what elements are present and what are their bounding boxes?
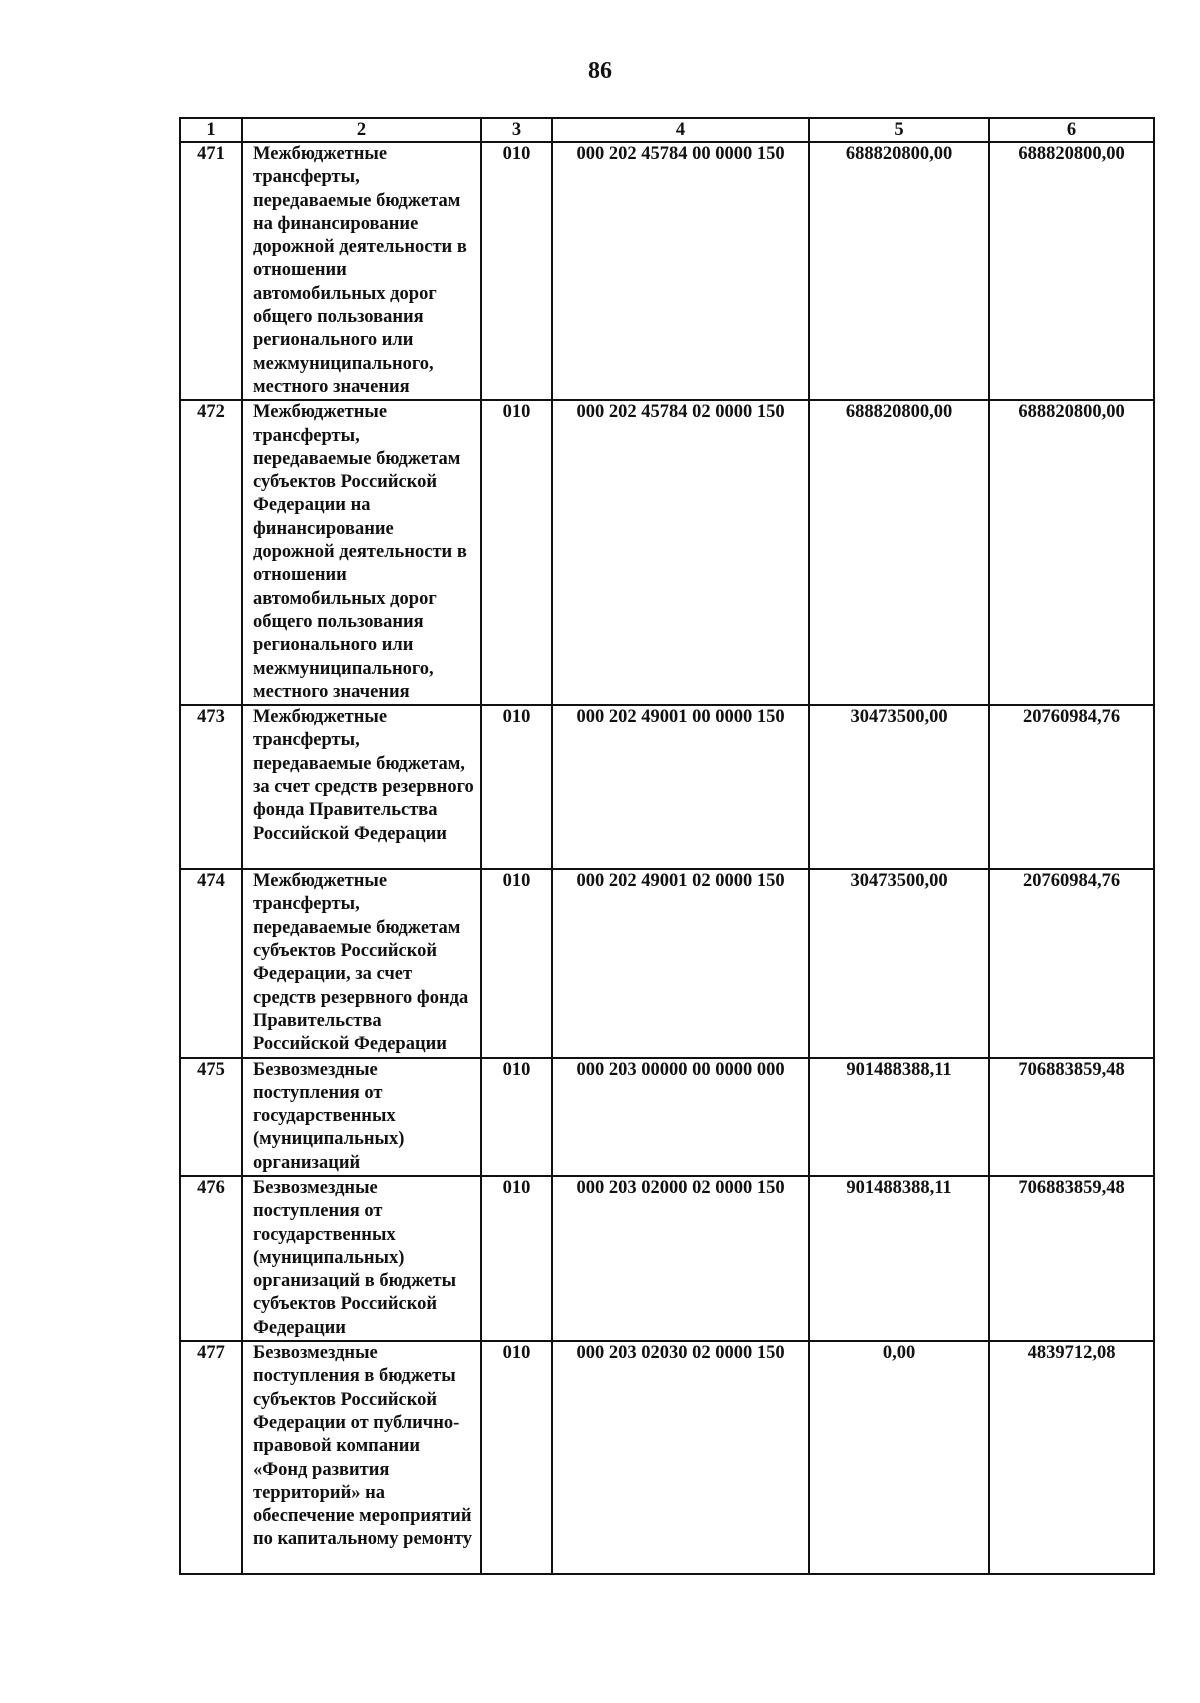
table-row (180, 1341, 1154, 1574)
row-number: 472 (180, 400, 242, 705)
row-actual-amount: 20760984,76 (989, 869, 1154, 1057)
row-admin-code: 010 (481, 1341, 552, 1574)
row-admin-code: 010 (481, 142, 552, 400)
row-kbk-code: 000 203 02000 02 0000 150 (552, 1176, 809, 1341)
row-number: 471 (180, 142, 242, 400)
row-description: Безвозмездные поступления в бюджеты субъектов Российской Федерации от публичнo-правовой компании «Фонд развития территорий» на обеспечение мероприятий по капитальному ремонту (242, 1341, 481, 1574)
table-row (180, 142, 1154, 400)
row-plan-amount: 30473500,00 (809, 705, 989, 869)
row-description: Межбюджетные трансферты, передаваемые бюджетам субъектов Российской Федерации, за счет средств резервного фонда Правительства Российской Федерации (242, 869, 481, 1057)
row-description: Межбюджетные трансферты, передаваемые бюджетам субъектов Российской Федерации на финансирование дорожной деятельности в отношении автомобильных дорог общего пользования регионального или межмуниципального, местного значения (242, 400, 481, 705)
row-number: 477 (180, 1341, 242, 1574)
budget-table (179, 117, 1155, 1575)
row-kbk-code: 000 202 45784 00 0000 150 (552, 142, 809, 400)
header-col-1: 1 (180, 118, 242, 142)
row-plan-amount: 901488388,11 (809, 1058, 989, 1176)
row-kbk-code: 000 202 49001 00 0000 150 (552, 705, 809, 869)
table-row (180, 1058, 1154, 1176)
table-row (180, 400, 1154, 705)
row-description: Межбюджетные трансферты, передаваемые бюджетам, за счет средств резервного фонда Правительства Российской Федерации (242, 705, 481, 869)
row-number: 476 (180, 1176, 242, 1341)
row-description: Безвозмездные поступления от государственных (муниципальных) организаций (242, 1058, 481, 1176)
row-kbk-code: 000 202 49001 02 0000 150 (552, 869, 809, 1057)
row-actual-amount: 706883859,48 (989, 1176, 1154, 1341)
table-row (180, 869, 1154, 1057)
row-plan-amount: 688820800,00 (809, 142, 989, 400)
table-row (180, 705, 1154, 869)
row-actual-amount: 688820800,00 (989, 400, 1154, 705)
row-kbk-code: 000 202 45784 02 0000 150 (552, 400, 809, 705)
header-col-3: 3 (481, 118, 552, 142)
row-description: Безвозмездные поступления от государственных (муниципальных) организаций в бюджеты субъектов Российской Федерации (242, 1176, 481, 1341)
row-description: Межбюджетные трансферты, передаваемые бюджетам на финансирование дорожной деятельности в отношении автомобильных дорог общего пользования регионального или межмуниципального, местного значения (242, 142, 481, 400)
row-actual-amount: 4839712,08 (989, 1341, 1154, 1574)
row-number: 473 (180, 705, 242, 869)
row-plan-amount: 0,00 (809, 1341, 989, 1574)
header-col-2: 2 (242, 118, 481, 142)
header-col-5: 5 (809, 118, 989, 142)
row-admin-code: 010 (481, 1058, 552, 1176)
row-number: 475 (180, 1058, 242, 1176)
row-actual-amount: 688820800,00 (989, 142, 1154, 400)
header-col-4: 4 (552, 118, 809, 142)
row-admin-code: 010 (481, 1176, 552, 1341)
table-row (180, 1176, 1154, 1341)
row-admin-code: 010 (481, 400, 552, 705)
row-plan-amount: 688820800,00 (809, 400, 989, 705)
row-admin-code: 010 (481, 869, 552, 1057)
row-actual-amount: 20760984,76 (989, 705, 1154, 869)
header-col-6: 6 (989, 118, 1154, 142)
table-header-row (180, 118, 1154, 142)
row-actual-amount: 706883859,48 (989, 1058, 1154, 1176)
row-kbk-code: 000 203 00000 00 0000 000 (552, 1058, 809, 1176)
row-admin-code: 010 (481, 705, 552, 869)
row-kbk-code: 000 203 02030 02 0000 150 (552, 1341, 809, 1574)
row-plan-amount: 901488388,11 (809, 1176, 989, 1341)
page-number: 86 (588, 58, 612, 84)
row-plan-amount: 30473500,00 (809, 869, 989, 1057)
row-number: 474 (180, 869, 242, 1057)
